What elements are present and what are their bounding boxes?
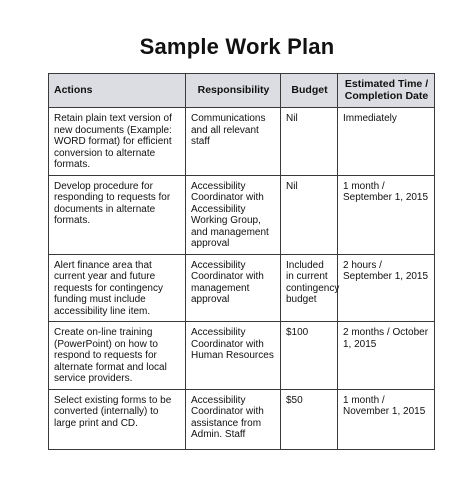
cell-time: Immediately [338, 108, 435, 176]
table-header-row [49, 74, 435, 108]
work-plan-table [48, 73, 435, 450]
cell-budget: $100 [281, 322, 338, 390]
page-title: Sample Work Plan [139, 34, 335, 59]
cell-action: Develop procedure for responding to requests for documents in alternate formats. [49, 175, 186, 254]
cell-budget: Nil [281, 175, 338, 254]
cell-responsibility: Communications and all relevant staff [186, 108, 281, 176]
cell-time: 1 month / September 1, 2015 [338, 175, 435, 254]
cell-budget: $50 [281, 389, 338, 449]
header-estimated-time [338, 74, 435, 108]
cell-responsibility: Accessibility Coordinator with management approval [186, 254, 281, 322]
cell-time: 2 months / October 1, 2015 [338, 322, 435, 390]
cell-action: Alert finance area that current year and future requests for contingency funding must include accessibility line item. [49, 254, 186, 322]
header-budget: Budget [281, 74, 338, 108]
cell-responsibility: Accessibility Coordinator with Accessibility Working Group, and management approval [186, 175, 281, 254]
cell-action: Create on-line training (PowerPoint) on how to respond to requests for alternate format and local service providers. [49, 322, 186, 390]
header-actions: Actions [49, 74, 186, 108]
header-time-line2: Completion Date [344, 89, 429, 102]
cell-budget: Included in current contingency budget [281, 254, 338, 322]
cell-time: 2 hours / September 1, 2015 [338, 254, 435, 322]
header-responsibility: Responsibility [186, 74, 281, 108]
table-row [49, 322, 435, 390]
header-time-line1: Estimated Time / [344, 78, 429, 90]
table-row [49, 108, 435, 176]
cell-action: Retain plain text version of new documents (Example: WORD format) for efficient conversion to alternate formats. [49, 108, 186, 176]
table-row [49, 175, 435, 254]
cell-time: 1 month / November 1, 2015 [338, 389, 435, 449]
table-row [49, 254, 435, 322]
cell-responsibility: Accessibility Coordinator with Human Resources [186, 322, 281, 390]
cell-action: Select existing forms to be converted (internally) to large print and CD. [49, 389, 186, 449]
table-row [49, 389, 435, 449]
cell-budget: Nil [281, 108, 338, 176]
cell-responsibility: Accessibility Coordinator with assistance from Admin. Staff [186, 389, 281, 449]
